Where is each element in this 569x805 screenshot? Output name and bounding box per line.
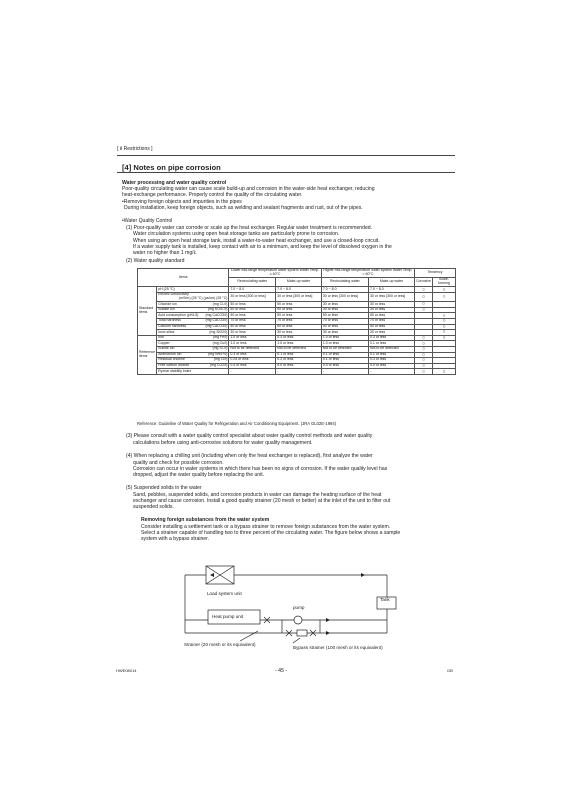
corrosive-mark: ○ [415, 363, 433, 369]
note3-line1: (3) Please consult with a water quality control specialist about water quality control methods and water quality [126, 433, 373, 439]
value-cell: 50 or less [229, 302, 276, 308]
th-items: Items [138, 269, 229, 287]
item1-line5: water no higher than 1 mg/ℓ. [133, 250, 197, 256]
value-cell: 0.3 or less [276, 358, 322, 364]
value-cell: 50 or less [229, 313, 276, 319]
value-cell: 30 or less [276, 330, 322, 336]
value-cell: 50 or less [276, 302, 322, 308]
value-cell: 30 or less [369, 307, 415, 313]
item-name: Acid consumption (pH4.8) [158, 312, 199, 317]
item-name: Chloride ion [158, 301, 177, 306]
item-name: Residual chlorine [158, 357, 186, 362]
scale-mark: ○ [433, 324, 456, 330]
item1-line2: Water circulation systems using open heat storage tanks are particularly prone to corrosion. [133, 231, 340, 237]
corrosive-mark: ○ [415, 352, 433, 358]
value-cell: 30 or less [321, 302, 368, 308]
value-cell: 30 or less [369, 330, 415, 336]
group-standard-items: Standard items [138, 287, 157, 335]
value-cell: 0.3 or less [369, 335, 415, 341]
value-cell: - [276, 369, 322, 375]
value-cell: 30 or less [321, 307, 368, 313]
value-cell: 70 or less [229, 318, 276, 324]
item-name: Calcium hardness [158, 323, 187, 328]
value-cell: 1.0 or less [276, 341, 322, 347]
note4-line1: (4) When replacing a chilling unit (including when only the heat exchanger is replaced), first analyze the water [126, 453, 373, 459]
corrosive-mark: ○ [415, 292, 433, 301]
scale-mark: ○ [433, 318, 456, 324]
label-heat-pump-unit: Heat pump unit [212, 614, 244, 619]
value-cell: 0.4 or less [321, 363, 368, 369]
removing-line2: Select a strainer capable of handling two to three percent of the circulating water. The figure below shows a sample [141, 530, 401, 536]
value-cell: 70 or less [321, 318, 368, 324]
scale-mark: ○ [433, 330, 456, 336]
item1-line1: (1) Poor-quality water can corrode or scale up the heat exchanger. Regular water treatment is recommended. [126, 225, 373, 231]
label-tank: Tank [380, 597, 390, 602]
value-cell: 70 or less [276, 318, 322, 324]
item-name: Iron [158, 335, 165, 340]
item-name: Sulfide ion [158, 346, 175, 351]
th-recirculating-2: Recirculating water [321, 278, 368, 287]
item-name: Copper [158, 340, 170, 345]
value-cell: - [321, 369, 368, 375]
item-unit: (mg CaCO3/ℓ) [205, 323, 228, 328]
item-name: Electric conductivity [158, 292, 189, 297]
scale-mark: ○ [433, 369, 456, 375]
value-cell: 0.1 or less [369, 352, 415, 358]
item-unit: (mg Cl/ℓ) [213, 357, 228, 362]
value-cell: 50 or less [369, 324, 415, 330]
item-name: Ionic silica [158, 329, 175, 334]
value-cell: 7.0 ~ 8.0 [321, 287, 368, 293]
item-name: Sulfate ion [158, 307, 175, 312]
corrosive-mark: ○ [415, 346, 433, 352]
bullet-removing-objects: •Removing foreign objects and impurities in the pipes [122, 199, 242, 205]
footer-page-number: - 45 - [275, 668, 288, 674]
scale-mark: ○ [433, 313, 456, 319]
note3-line2: calculations before using anti-corrosive solutions for water quality management. [133, 440, 313, 446]
th-makeup-1: Make-up water [276, 278, 322, 287]
table-reference: Reference: Guideline of Water Quality for Refrigeration and Air Conditioning Equipment. (JRA GL02E-1994) [137, 421, 337, 426]
corrosive-mark: ○ [415, 369, 433, 375]
value-cell: Not to be detected [229, 346, 276, 352]
note4-line3: Corrosion can occur in water systems in which there has been no signs of corrosion. If the water quality level has [133, 466, 388, 472]
value-cell: 30 or less [300 or less] [369, 292, 415, 301]
corrosive-mark: ○ [415, 335, 433, 341]
group-reference-items: Reference items [138, 335, 157, 374]
item-name: Free carbon dioxide [158, 363, 190, 368]
value-cell: 30 or less [300 or less] [321, 292, 368, 301]
scale-mark: ○ [433, 292, 456, 301]
value-cell: 0.3 or less [276, 335, 322, 341]
corrosive-mark: ○ [415, 341, 433, 347]
section-label: [ Ⅱ Restrictions ] [117, 146, 153, 152]
value-cell: 1.0 or less [321, 341, 368, 347]
pump-symbol [294, 616, 302, 624]
value-cell: 0.3 or less [369, 358, 415, 364]
item-name: Total hardness [158, 318, 181, 323]
value-cell: 30 or less [321, 330, 368, 336]
th-recirculating-1: Recirculating water [229, 278, 276, 287]
wq-paragraph-line1: Poor-quality circulating water can cause scale build-up and corrosion in the water-side heat exchanger, reducing [122, 186, 375, 192]
value-cell: 7.0 ~ 8.0 [229, 287, 276, 293]
th-higher-system: Higher mid-range temperature water system Water Temp. > 60°C [321, 269, 414, 278]
bypass-strainer-symbol [297, 630, 307, 636]
value-cell: 50 or less [321, 313, 368, 319]
item-unit: (mg Cu/ℓ) [212, 340, 228, 345]
corrosive-mark: ○ [415, 307, 433, 313]
th-makeup-2: Make-up water [369, 278, 415, 287]
item-unit: (mg SiO2/ℓ) [209, 329, 228, 334]
wq-paragraph-line2: heat-exchange performance. Properly control the quality of the circulating water. [122, 192, 303, 198]
item-unit: (mS/m) (25 °C) (μs/cm) (25 °C) [179, 296, 228, 301]
label-bypass-strainer: Bypass strainer (100 mesh or its equivalent) [293, 645, 383, 650]
note5-line3: exchanger and cause corrosion. Install a good quality strainer (20 mesh or better) at the inlet of the unit to filter out [133, 498, 391, 504]
value-cell: 0.3 or less [229, 352, 276, 358]
value-cell: 50 or less [229, 324, 276, 330]
item-unit: (mg Fe/ℓ) [213, 335, 228, 340]
label-strainer: Strainer (20 mesh or its equivalent) [184, 642, 256, 647]
value-cell: 0.1 or less [369, 341, 415, 347]
item-unit: (mg Cl-/ℓ) [212, 301, 228, 306]
note5-line1: (5) Suspended solids in the water [126, 485, 202, 491]
item-name: pH (25 °C) [158, 286, 175, 291]
value-cell: 1.0 or less [229, 341, 276, 347]
value-cell: 0.1 or less [321, 358, 368, 364]
note5-line4: suspended solids. [133, 504, 174, 510]
wq-heading: Water processing and water quality control [122, 180, 227, 186]
bullet-water-quality: •Water Quality Control [122, 218, 173, 224]
value-cell: 30 or less [369, 302, 415, 308]
value-cell: 50 or less [369, 313, 415, 319]
th-lower-system: Lower mid-range temperature water system Water Temp. ≤ 60°C [229, 269, 321, 278]
item-unit: (mg S²-/ℓ) [212, 346, 228, 351]
item-unit: (mg CaCO3/ℓ) [205, 312, 228, 317]
label-load-system-unit: Load system unit [207, 591, 242, 596]
value-cell: 0.1 or less [276, 352, 322, 358]
value-cell: 30 or less [300 or less] [229, 292, 276, 301]
value-cell: 30 or less [300 or less] [276, 292, 322, 301]
scale-mark: ○ [433, 335, 456, 341]
value-cell: 50 or less [321, 324, 368, 330]
corrosive-mark: ○ [415, 302, 433, 308]
removing-line3: system with a bypass strainer. [141, 536, 209, 542]
note4-line4: dropped, adjust the water quality before replacing the unit. [133, 472, 265, 478]
note4-line2: quality and check for possible corrosion. [133, 460, 224, 466]
value-cell: 70 or less [369, 318, 415, 324]
value-cell: 7.0 ~ 8.0 [276, 287, 322, 293]
page-title: [4] Notes on pipe corrosion [122, 163, 221, 172]
value-cell: 7.0 ~ 8.0 [369, 287, 415, 293]
removing-line1: Consider installing a settlement tank or a bypass strainer to remove foreign substances from the water system. [141, 524, 391, 530]
value-cell: 1.0 or less [229, 335, 276, 341]
scale-mark: ○ [433, 287, 456, 293]
th-tendency: Tendency [415, 269, 456, 278]
footer-lang: GB [447, 668, 453, 673]
value-cell: 4.0 or less [369, 363, 415, 369]
value-cell: Not to be detected [276, 346, 322, 352]
value-cell: 50 or less [229, 307, 276, 313]
corrosive-mark: ○ [415, 287, 433, 293]
value-cell: 1.0 or less [321, 335, 368, 341]
value-cell: 0.25 or less [229, 358, 276, 364]
value-cell: Not to be detected [369, 346, 415, 352]
item-name: Ammonium ion [158, 351, 182, 356]
value-cell: 0.4 or less [229, 363, 276, 369]
bullet-removing-objects-text: During installation, keep foreign objects, such as welding and sealant fragments and rust, out of the pipes. [124, 205, 363, 211]
item-unit: (mg NH4+/ℓ) [208, 351, 228, 356]
th-corrosive: Corrosive [415, 278, 433, 287]
value-cell: 50 or less [276, 313, 322, 319]
corrosive-mark: ○ [415, 358, 433, 364]
item-name: Ryznar stability index [158, 368, 192, 373]
item2-label: (2) Water quality standard [126, 258, 185, 264]
th-scale-forming: Scale-forming [433, 278, 456, 287]
value-cell: - [229, 369, 276, 375]
value-cell: Not to be detected [321, 346, 368, 352]
label-pump: pump [293, 605, 305, 610]
item-unit: (mg CO2/ℓ) [209, 363, 228, 368]
value-cell: 4.0 or less [276, 363, 322, 369]
item1-line4: If a water supply tank is installed, keep contact with air to a minimum, and keep the level of dissolved oxygen in the [133, 244, 392, 250]
value-cell: 0.1 or less [321, 352, 368, 358]
value-cell: - [369, 369, 415, 375]
value-cell: 30 or less [229, 330, 276, 336]
value-cell: 50 or less [276, 307, 322, 313]
item1-line3: When using an open heat storage tank, install a water-to-water heat exchanger, and use a closed-loop circuit. [133, 238, 380, 244]
note5-line2: Sand, pebbles, suspended solids, and corrosion products in water can damage the heating surface of the heat [133, 492, 382, 498]
footer-code: HWE08014 [116, 668, 137, 673]
value-cell: 50 or less [276, 324, 322, 330]
item-unit: (mg CaCO3/ℓ) [205, 318, 228, 323]
removing-heading: Removing foreign substances from the water system [141, 517, 270, 523]
item-unit: (mg SO4²-/ℓ) [207, 307, 228, 312]
